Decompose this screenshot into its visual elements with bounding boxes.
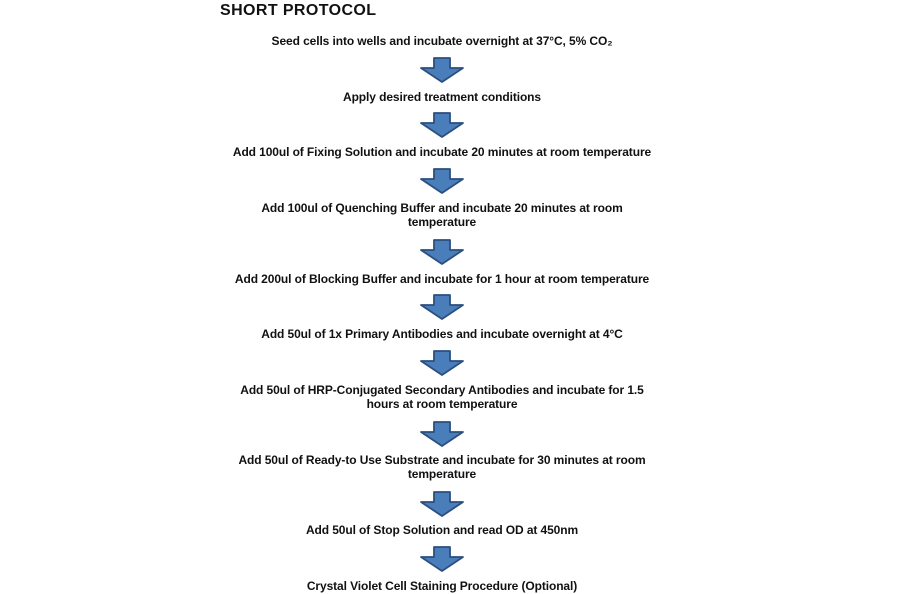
- step-text-line: Seed cells into wells and incubate overnight at 37°C, 5% CO₂: [271, 34, 613, 48]
- down-arrow-icon: [420, 421, 464, 447]
- down-arrow-icon: [420, 491, 464, 517]
- page-title: SHORT PROTOCOL: [220, 2, 377, 19]
- step-text: [0, 34, 884, 48]
- step-text: [0, 201, 884, 229]
- step-text: [0, 453, 884, 481]
- step-text-line: Add 50ul of 1x Primary Antibodies and incubate overnight at 4°C: [261, 327, 623, 341]
- step-text: [0, 272, 884, 286]
- step-text-line: Apply desired treatment conditions: [343, 90, 541, 104]
- step-text-line: Add 100ul of Fixing Solution and incubate 20 minutes at room temperature: [232, 145, 652, 159]
- step-text: [0, 383, 884, 411]
- step-text-line: Add 50ul of HRP-Conjugated Secondary Antibodies and incubate for 1.5: [240, 383, 644, 397]
- step-text-line: temperature: [407, 215, 477, 229]
- step-text-line: Add 50ul of Ready-to Use Substrate and incubate for 30 minutes at room: [238, 453, 646, 467]
- step-text: [0, 145, 884, 159]
- step-text: [0, 327, 884, 341]
- step-text: [0, 90, 884, 104]
- step-text-line: temperature: [407, 467, 477, 481]
- down-arrow-icon: [420, 168, 464, 194]
- step-text-line: hours at room temperature: [366, 397, 518, 411]
- down-arrow-icon: [420, 294, 464, 320]
- down-arrow-icon: [420, 239, 464, 265]
- step-text: [0, 579, 884, 593]
- down-arrow-icon: [420, 350, 464, 376]
- step-text: [0, 523, 884, 537]
- step-text-line: Add 200ul of Blocking Buffer and incubate for 1 hour at room temperature: [234, 272, 650, 286]
- down-arrow-icon: [420, 112, 464, 138]
- step-text-line: Add 100ul of Quenching Buffer and incubate 20 minutes at room: [261, 201, 623, 215]
- down-arrow-icon: [420, 546, 464, 572]
- step-text-line: Crystal Violet Cell Staining Procedure (Optional): [306, 579, 578, 593]
- step-text-line: Add 50ul of Stop Solution and read OD at 450nm: [305, 523, 579, 537]
- down-arrow-icon: [420, 57, 464, 83]
